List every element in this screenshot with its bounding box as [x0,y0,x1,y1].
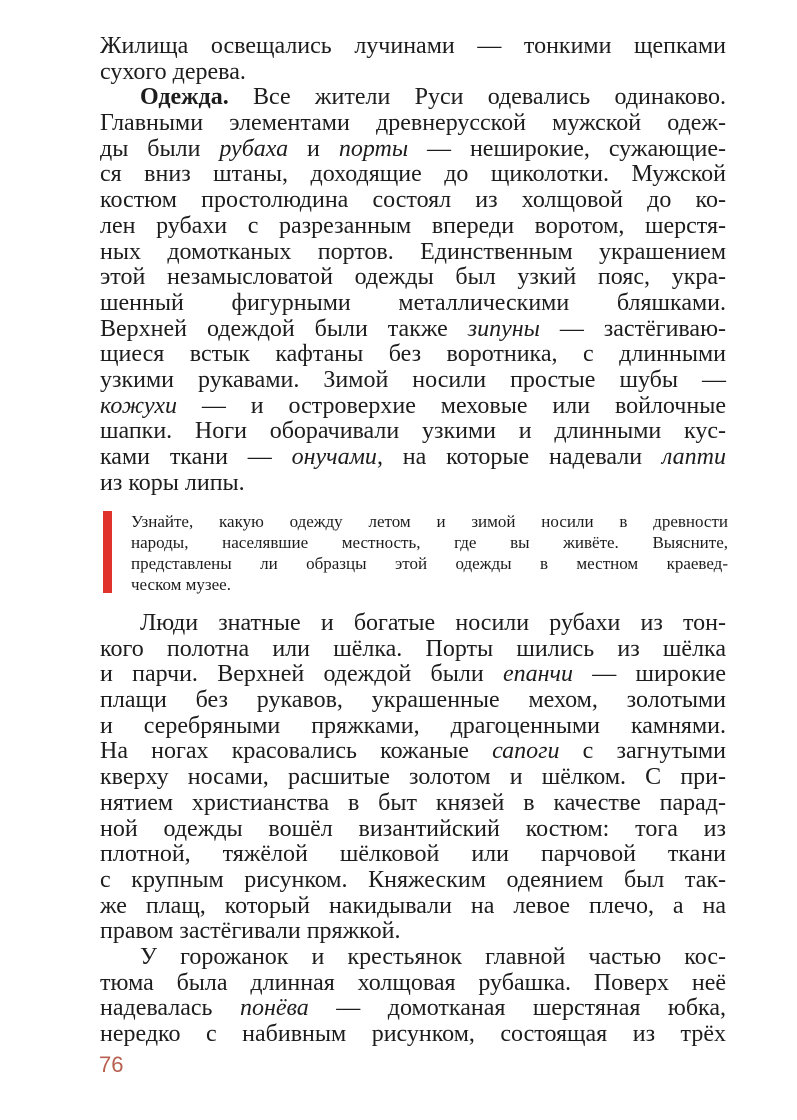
text-segment: народы, населявшие местность, где вы живёте. Выясните, [131,533,728,552]
text-line [100,868,726,894]
text-segment: с крупным рисунком. Княжеским одеянием был так- [100,866,726,893]
text-line [100,265,726,291]
text-line [131,532,728,553]
text-line [100,637,726,663]
text-segment: На ногах красовались кожаные [100,738,493,765]
text-segment: щиеся встык кафтаны без воротника, с длинными [100,341,726,368]
text-line [100,791,726,817]
term-italic: порты [338,135,409,162]
text-segment: ческом музее. [131,575,231,594]
text-segment: надевалась [100,995,240,1022]
text-segment: лен рубахи с разрезанным впереди воротом, шерстя- [100,212,726,239]
text-line [100,894,726,920]
text-segment: кого полотна или шёлка. Порты шились из шёлка [100,635,726,662]
term-italic: зипуны [467,315,540,342]
text-segment: Главными элементами древнерусской мужской одеж- [100,110,726,137]
text-segment: Люди знатные и богатые носили рубахи из тон- [140,610,726,636]
text-segment: — застёгиваю- [539,315,726,342]
text-line [100,162,726,188]
text-line [100,945,726,971]
text-segment: тюма была длинная холщовая рубашка. Поверх неё [100,969,726,996]
text-line [100,842,726,868]
text-segment: шенный фигурными металлическими бляшками. [100,289,726,316]
text-segment: плащи без рукавов, украшенные мехом, золотыми [100,687,726,714]
text-segment: шапки. Ноги оборачивали узкими и длинными кус- [100,418,726,445]
text-segment: сухого дерева. [100,58,246,85]
text-line [100,1022,726,1048]
text-segment: костюм простолюдина состоял из холщовой до ко- [100,187,726,214]
text-line [100,291,726,317]
text-line [100,111,726,137]
text-segment: и парчи. Верхней одеждой были [100,661,503,688]
text-line [100,317,726,343]
text-line [100,996,726,1022]
text-segment: Жилища освещались лучинами — тонкими щепками [100,33,726,59]
text-line [100,919,726,945]
task-marker-bar [103,511,112,593]
page-number: 76 [99,1052,124,1077]
text-line [100,817,726,843]
text-segment: Верхней одеждой были также [100,315,468,342]
text-segment: этой незамысловатой одежды был узкий пояс, укра- [100,264,726,291]
term-italic: понёва [239,995,309,1022]
text-line [100,34,726,60]
text-segment: кверху носами, расшитые золотом и шёлком. С при- [100,764,726,791]
text-segment: ся вниз штаны, доходящие до щиколотки. Мужской [100,161,726,188]
text-segment: же плащ, который накидывали на левое плечо, а на [100,892,726,919]
text-segment: , на которые надевали [376,444,662,470]
paragraph-block-nobility [100,611,726,1048]
text-segment: нятием христианства в быт князей в качестве парад- [100,789,726,816]
text-segment: представлены ли образцы этой одежды в местном краевед- [131,554,728,573]
text-line [100,214,726,240]
text-line [100,60,726,86]
text-line [100,368,726,394]
text-line [100,471,726,497]
term-italic: сапоги [492,738,560,765]
text-segment: и серебряными пряжками, драгоценными камнями. [100,712,726,739]
text-segment: с загнутыми [559,738,726,765]
text-line [100,85,726,111]
term-italic: онучами [291,444,377,470]
text-line [100,765,726,791]
term-italic: кожухи [100,392,178,419]
text-line [100,240,726,266]
text-segment: ды были [100,135,220,162]
text-line [100,714,726,740]
text-segment: — домотканая шерстяная юбка, [308,995,726,1022]
text-line [100,394,726,420]
text-segment: Узнайте, какую одежду летом и зимой носили в древности [131,512,728,531]
text-line [100,342,726,368]
text-line [131,511,728,532]
section-heading: Одежда. [140,84,229,111]
text-line [100,188,726,214]
text-line [100,688,726,714]
text-line [100,445,726,471]
paragraph-block-clothing [100,34,726,496]
text-segment: узкими рукавами. Зимой носили простые шубы — [100,366,726,393]
text-segment: ками ткани — [100,444,292,470]
text-segment: плотной, тяжёлой шёлковой или парчовой ткани [100,841,726,868]
text-segment: правом застёгивали пряжкой. [100,918,401,945]
text-segment: ных домотканых портов. Единственным украшением [100,238,726,265]
text-segment: — неширокие, сужающие- [408,135,727,162]
term-italic: лапти [661,444,726,470]
text-segment: — широкие [572,661,727,688]
task-box [103,511,728,593]
text-segment: Все жители Руси одевались одинаково. [228,84,726,111]
text-segment: ной одежды вошёл византийский костюм: тога из [100,815,726,842]
text-segment: У горожанок и крестьянок главной частью кос- [140,943,726,970]
text-segment: из коры липы. [100,469,245,496]
task-text [131,511,728,595]
text-line [100,739,726,765]
term-italic: рубаха [219,135,289,162]
text-line [100,611,726,637]
text-line [100,662,726,688]
text-line [131,574,728,595]
text-segment: — и островерхие меховые или войлочные [177,392,726,419]
text-line [100,419,726,445]
text-line [131,553,728,574]
text-line [100,137,726,163]
text-segment: нередко с набивным рисунком, состоящая из трёх [100,1021,726,1047]
text-line [100,971,726,997]
term-italic: епанчи [502,661,573,688]
text-segment: и [288,135,339,162]
